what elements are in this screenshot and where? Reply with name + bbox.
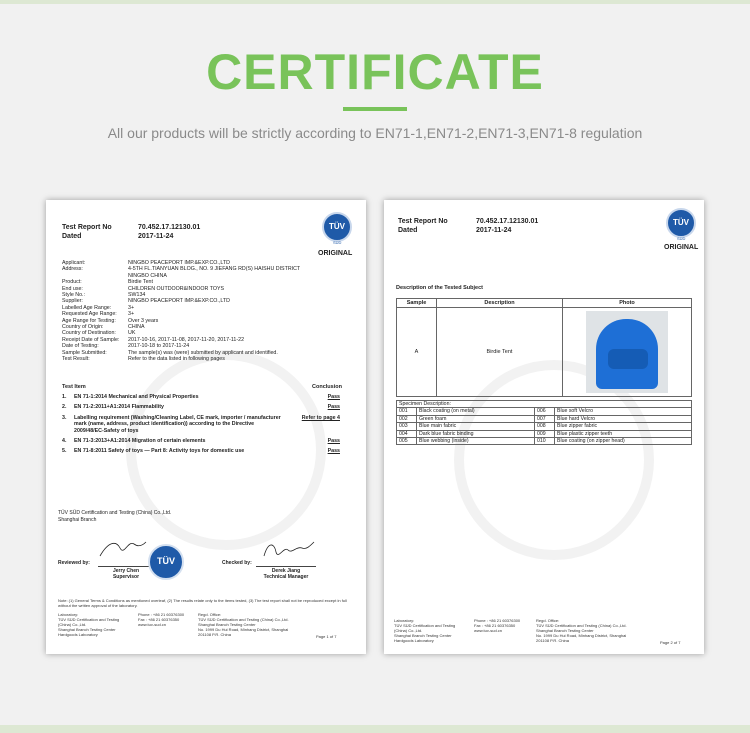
checker-name: Derek Jiang — [271, 568, 301, 574]
conclusion-header: Conclusion — [312, 384, 342, 390]
report-info — [62, 260, 352, 363]
sample-description: Birdie Tent — [437, 308, 563, 397]
info-row: Address: 4-5TH FL.TIANYUAN BLOG., NO. 9 JIEFANG RD(S) HAISHU DISTRICT — [62, 266, 301, 273]
dated-label: Dated — [62, 233, 82, 240]
footer-lab: Laboratory: TÜV SÜD Certification and Testing (China) Co.,Ltd. Shanghai Branch Testing Center Hardgoods Laboratory — [58, 612, 120, 637]
checker-signature — [260, 538, 316, 562]
col-sample: Sample — [397, 299, 437, 308]
info-row: Country of Origin: CHINA — [62, 324, 145, 331]
tuv-logo-sub: SÜD — [333, 240, 342, 245]
report-note: Note: (1) General Terms & Conditions as mentioned overleaf, (2) The results relate only to the items tested, (3) The test report shall not be reproduced except in full without the written approval of the laboratory. — [58, 598, 347, 608]
original-stamp: ORIGINAL — [664, 244, 699, 251]
dated-value: 2017-11-24 — [476, 227, 512, 234]
tuv-seal: TÜV — [148, 544, 184, 580]
top-accent-bar — [0, 0, 750, 4]
test-row: 1. EN 71-1:2014 Mechanical and Physical Properties Pass — [62, 394, 340, 400]
info-row: Sample Submitted: The sample(s) was (were) submitted by applicant and identified. — [62, 349, 278, 356]
specimen-table — [396, 400, 692, 445]
reviewer-signature — [98, 536, 148, 560]
checker-title: Technical Manager — [263, 574, 309, 580]
info-row: NINGBO CHINA — [128, 272, 167, 279]
specimen-caption: Specimen Description: — [397, 401, 692, 408]
table-row: 005 Blue webbing (inside) 010 Blue coating (on zipper head) — [397, 438, 692, 445]
report-no: 70.452.17.12130.01 — [138, 224, 201, 231]
test-item-header: Test Item — [62, 384, 86, 390]
table-row: 003 Blue main fabric 008 Blue zipper fabric — [397, 423, 692, 430]
table-row — [397, 308, 692, 397]
info-row: Receipt Date of Sample: 2017-10-16, 2017-11-08, 2017-11-20, 2017-11-22 — [62, 336, 245, 343]
original-stamp: ORIGINAL — [318, 250, 353, 257]
info-row: End use: CHILDREN OUTDOOR&INDOOR TOYS — [62, 285, 225, 292]
sample-table — [396, 298, 692, 397]
dated-value: 2017-11-24 — [138, 233, 174, 240]
checked-by-label: Checked by: — [222, 560, 252, 566]
tuv-logo: TÜV — [666, 208, 696, 238]
page-number: Page 2 of 7 — [660, 640, 681, 645]
table-row: 004 Dark blue fabric binding 009 Blue plastic zipper teeth — [397, 430, 692, 437]
title-underline — [343, 107, 407, 111]
report-no-label: Test Report No — [62, 224, 112, 231]
tuv-logo-sub: SÜD — [677, 236, 686, 241]
bottom-accent-bar — [0, 725, 750, 733]
description-heading: Description of the Tested Subject — [396, 285, 483, 291]
test-row: 3. Labelling requirement (Washing/Cleaning Label, CE mark, importer / manufacturer mark (name, address, product identification)) according to the Directive 2009/48/EC-Safety of toys Refer to page 4 — [62, 414, 340, 434]
info-row: Style No.: SW134 — [62, 292, 146, 299]
reviewed-by-label: Reviewed by: — [58, 560, 90, 566]
info-row: Supplier: NINGBO PEACEPORT IMP.&EXP.CO.,LTD — [62, 298, 230, 305]
footer-lab: Laboratory: TÜV SÜD Certification and Testing (China) Co.,Ltd. Shanghai Branch Testing Center Hardgoods Laboratory — [394, 618, 456, 643]
info-row: Country of Destination: UK — [62, 330, 136, 337]
info-row: Labelled Age Range: 3+ — [62, 304, 135, 311]
test-row: 5. EN 71-8:2011 Safety of toys — Part 8: Activity toys for domestic use Pass — [62, 448, 340, 455]
info-row: Age Range for Testing: Over 3 years — [62, 317, 159, 324]
page-subtitle: All our products will be strictly according to EN71-1,EN71-2,EN71-3,EN71-8 regulation — [107, 125, 643, 141]
footer-phone: Phone : +86 21 60376300 Fax : +86 21 60376350 www.tuv-sud.cn — [474, 618, 521, 633]
info-row: Applicant: NINGBO PEACEPORT IMP.&EXP.CO.,LTD — [62, 260, 230, 266]
dated-label: Dated — [398, 227, 418, 234]
footer-phone: Phone : +86 21 60376300 Fax : +86 21 60376350 www.tuv-sud.cn — [138, 612, 185, 627]
test-row: 4. EN 71-3:2013+A1:2014 Migration of certain elements Pass — [62, 438, 340, 445]
reviewer-signature-line — [98, 566, 154, 567]
col-photo: Photo — [563, 299, 692, 308]
tuv-logo: TÜV — [322, 212, 352, 242]
page-title: CERTIFICATE — [206, 44, 544, 100]
info-row: Test Result: Refer to the data listed in following pages — [62, 356, 225, 363]
table-row: 001 Black coating (on metal) 006 Blue soft Velcro — [397, 408, 692, 415]
company-name: TÜV SÜD Certification and Testing (China) Co.,Ltd. — [58, 510, 172, 516]
test-row: 2. EN 71-2:2011+A1:2014 Flammability Pass — [62, 404, 340, 411]
checker-signature-line — [256, 566, 316, 567]
report-no: 70.452.17.12130.01 — [476, 218, 539, 225]
test-list — [62, 394, 352, 459]
branch-name: Shanghai Branch — [58, 517, 97, 523]
info-row: Requested Age Range: 3+ — [62, 311, 135, 318]
footer-office: Regd. Office: TÜV SÜD Certification and Testing (China) Co.,Ltd. Shanghai Branch Testing Center No. 1999 Du Hui Road, Minhang District, Shanghai 201108 P.R. China — [536, 618, 627, 643]
sample-id: A — [397, 308, 437, 397]
certificate-page-1[interactable] — [46, 200, 366, 654]
info-row: Date of Testing: 2017-10-18 to 2017-11-24 — [62, 343, 190, 350]
reviewer-title: Supervisor — [112, 574, 140, 580]
certificate-page-2[interactable] — [384, 200, 704, 654]
reviewer-name: Jerry Chen — [112, 568, 140, 574]
table-row: 002 Green foam 007 Blue hard Velcro — [397, 415, 692, 422]
footer-office: Regd. Office: TÜV SÜD Certification and Testing (China) Co.,Ltd. Shanghai Branch Testing Center No. 1999 Du Hui Road, Minhang District, Shanghai 201108 P.R. China — [198, 612, 289, 637]
page-number: Page 1 of 7 — [316, 634, 337, 639]
report-no-label: Test Report No — [398, 218, 448, 225]
col-description: Description — [437, 299, 563, 308]
info-row: Product: Birdie Tent — [62, 279, 153, 286]
tent-photo — [586, 311, 668, 393]
